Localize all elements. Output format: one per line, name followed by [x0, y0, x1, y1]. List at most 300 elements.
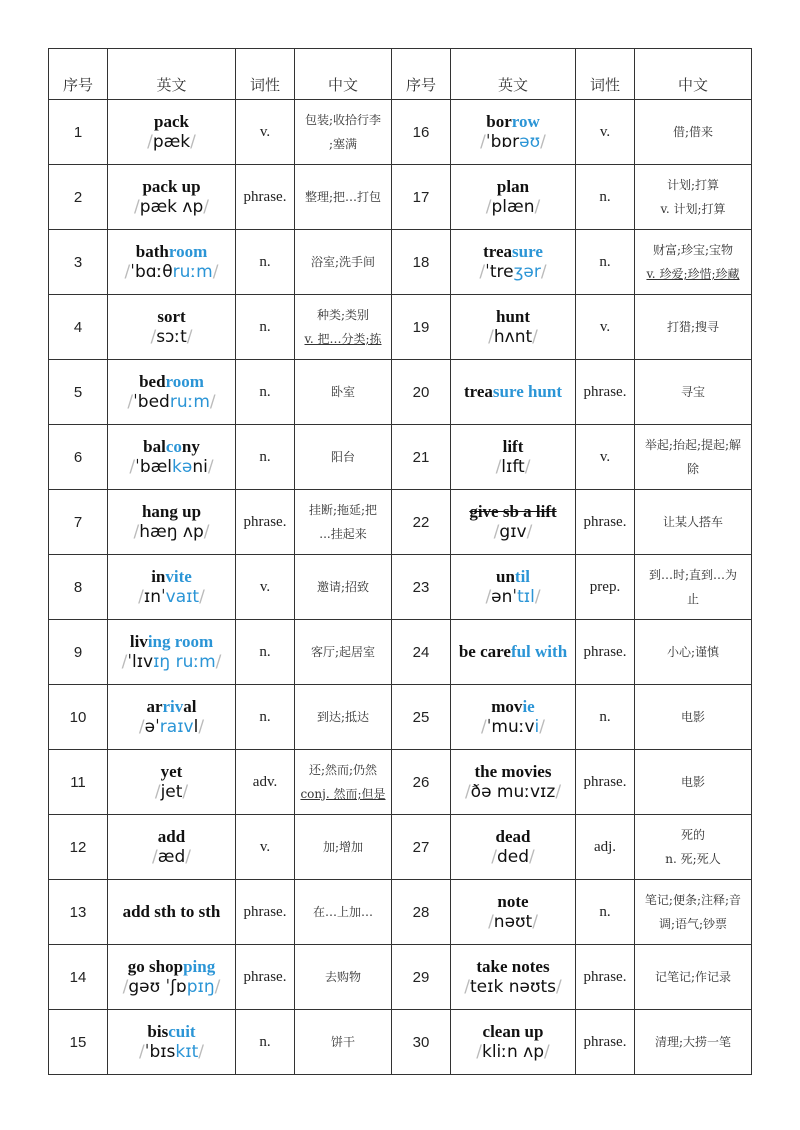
phonetic-part: ruːm	[172, 262, 213, 282]
meaning-line: 挂断;拖延;把	[308, 503, 378, 517]
phonetic-part: vaɪt	[165, 587, 200, 607]
phonetic-part: sɔːt	[156, 327, 187, 347]
entry-phonetic	[453, 262, 573, 282]
entry-phonetic	[453, 977, 573, 997]
meaning-line: 加;增加	[322, 840, 364, 854]
word-part: hunt	[523, 382, 563, 401]
slash-left: /	[133, 522, 140, 542]
meaning-line: 浴室;洗手间	[310, 255, 376, 269]
entry-word	[453, 307, 573, 327]
table-row	[49, 685, 752, 750]
entry-phonetic	[453, 197, 573, 217]
meaning-line: 电影	[680, 710, 705, 724]
word-part: ny	[181, 437, 200, 456]
entry-phonetic	[110, 262, 233, 282]
entry-chinese	[635, 230, 752, 295]
slash-left: /	[493, 522, 500, 542]
entry-english	[451, 165, 576, 230]
phonetic-part: ruːm	[169, 392, 210, 412]
entry-chinese	[295, 100, 392, 165]
entry-english	[451, 750, 576, 815]
word-part: ping	[183, 957, 216, 976]
entry-number: 5	[49, 360, 108, 425]
word-part: plan	[496, 177, 530, 196]
phonetic-part: kɪt	[175, 1042, 199, 1062]
entry-number: 1	[49, 100, 108, 165]
entry-word	[110, 112, 233, 132]
entry-phonetic	[453, 717, 573, 737]
entry-phonetic	[453, 457, 573, 477]
entry-number: 17	[392, 165, 451, 230]
slash-left: /	[122, 977, 129, 997]
entry-number: 18	[392, 230, 451, 295]
entry-chinese	[295, 165, 392, 230]
table-row	[49, 945, 752, 1010]
header-no-left: 序号	[49, 49, 108, 100]
header-pos-right: 词性	[576, 49, 635, 100]
entry-word	[110, 827, 233, 847]
phonetic-part: hæŋ ʌp	[139, 522, 204, 542]
phonetic-part: ded	[496, 847, 530, 867]
entry-chinese	[295, 295, 392, 360]
entry-chinese	[295, 230, 392, 295]
entry-english	[108, 945, 236, 1010]
entry-number: 15	[49, 1010, 108, 1075]
entry-number: 11	[49, 750, 108, 815]
slash-left: /	[464, 782, 471, 802]
entry-english	[451, 360, 576, 425]
table-row	[49, 230, 752, 295]
meaning-line: 清理;大捞一笔	[654, 1035, 732, 1049]
entry-english	[108, 230, 236, 295]
entry-english	[451, 815, 576, 880]
table-row	[49, 100, 752, 165]
entry-chinese	[295, 685, 392, 750]
word-part: sure	[512, 242, 543, 261]
slash-left: /	[485, 587, 492, 607]
entry-chinese	[295, 490, 392, 555]
entry-part-of-speech: n.	[576, 230, 635, 295]
entry-part-of-speech: n.	[576, 880, 635, 945]
phonetic-part: kliːn ʌp	[481, 1042, 545, 1062]
entry-phonetic	[453, 522, 573, 542]
slash-left: /	[150, 327, 157, 347]
meaning-line: 阳台	[330, 450, 355, 464]
slash-left: /	[491, 847, 497, 867]
entry-number: 7	[49, 490, 108, 555]
entry-chinese	[295, 555, 392, 620]
word-part: sure	[492, 382, 524, 401]
meaning-line: 借;借来	[672, 125, 714, 139]
entry-chinese	[635, 555, 752, 620]
entry-chinese	[295, 360, 392, 425]
phonetic-part: nəʊt	[493, 912, 533, 932]
entry-english	[108, 685, 236, 750]
header-row	[49, 49, 752, 100]
entry-number: 20	[392, 360, 451, 425]
entry-part-of-speech: phrase.	[576, 750, 635, 815]
entry-number: 26	[392, 750, 451, 815]
slash-right: /	[198, 717, 205, 737]
entry-part-of-speech: v.	[576, 295, 635, 360]
entry-word	[453, 762, 573, 782]
word-part: in	[151, 567, 166, 586]
entry-english	[108, 360, 236, 425]
slash-right: /	[544, 1042, 550, 1062]
entry-number: 13	[49, 880, 108, 945]
entry-phonetic	[110, 977, 233, 997]
entry-part-of-speech: n.	[236, 685, 295, 750]
entry-english	[451, 230, 576, 295]
entry-chinese	[635, 1010, 752, 1075]
word-part: ing room	[147, 632, 214, 651]
word-part: al	[183, 697, 197, 716]
entry-chinese	[635, 100, 752, 165]
entry-chinese	[635, 750, 752, 815]
table-row	[49, 490, 752, 555]
slash-left: /	[133, 197, 140, 217]
entry-number: 23	[392, 555, 451, 620]
header-pos-left: 词性	[236, 49, 295, 100]
entry-english	[108, 1010, 236, 1075]
slash-right: /	[532, 327, 538, 347]
meaning-line: 寻宝	[680, 385, 705, 399]
entry-number: 2	[49, 165, 108, 230]
entry-word	[453, 382, 573, 402]
entry-chinese	[295, 750, 392, 815]
entry-chinese	[635, 295, 752, 360]
entry-number: 3	[49, 230, 108, 295]
slash-left: /	[129, 457, 136, 477]
entry-part-of-speech: phrase.	[236, 880, 295, 945]
entry-english	[451, 685, 576, 750]
word-part: bath	[135, 242, 169, 261]
entry-word	[453, 502, 573, 522]
slash-left: /	[139, 1042, 145, 1062]
word-part: add	[157, 827, 186, 846]
phonetic-part: ˈbæl	[135, 457, 173, 477]
word-part: bal	[143, 437, 166, 456]
phonetic-part: lɪft	[501, 457, 525, 477]
entry-english	[108, 815, 236, 880]
word-part: row	[511, 112, 540, 131]
slash-right: /	[185, 847, 191, 867]
slash-left: /	[154, 782, 161, 802]
table-row	[49, 425, 752, 490]
entry-word	[453, 177, 573, 197]
entry-word	[110, 632, 233, 652]
entry-phonetic	[110, 782, 233, 802]
entry-part-of-speech: phrase.	[576, 1010, 635, 1075]
word-part: cuit	[168, 1022, 196, 1041]
entry-chinese	[295, 815, 392, 880]
entry-number: 30	[392, 1010, 451, 1075]
entry-number: 6	[49, 425, 108, 490]
header-zh-left: 中文	[295, 49, 392, 100]
entry-english	[451, 295, 576, 360]
phonetic-part: ɪŋ ruːm	[153, 652, 216, 672]
word-part: give sb a lift	[469, 502, 557, 521]
entry-phonetic	[110, 717, 233, 737]
entry-number: 21	[392, 425, 451, 490]
word-part: til	[514, 567, 531, 586]
slash-left: /	[464, 977, 471, 997]
entry-part-of-speech: phrase.	[576, 620, 635, 685]
entry-chinese	[635, 360, 752, 425]
entry-word	[110, 762, 233, 782]
vocab-body	[49, 100, 752, 1075]
entry-word	[453, 642, 573, 662]
entry-word	[110, 307, 233, 327]
entry-phonetic	[110, 392, 233, 412]
word-part: pack	[154, 112, 189, 131]
meaning-line: 卧室	[330, 385, 355, 399]
entry-chinese	[635, 815, 752, 880]
entry-word	[453, 112, 573, 132]
meaning-line: 计划;打算	[666, 178, 720, 192]
entry-chinese	[635, 880, 752, 945]
entry-english	[451, 1010, 576, 1075]
entry-phonetic	[453, 912, 573, 932]
entry-number: 19	[392, 295, 451, 360]
header-no-right: 序号	[392, 49, 451, 100]
entry-word	[453, 827, 573, 847]
entry-word	[110, 957, 233, 977]
entry-number: 29	[392, 945, 451, 1010]
meaning-line: conj. 然而;但是	[300, 787, 386, 801]
entry-phonetic	[453, 327, 573, 347]
slash-right: /	[212, 262, 219, 282]
entry-word	[453, 437, 573, 457]
phonetic-part: gɪv	[499, 522, 527, 542]
table-row	[49, 360, 752, 425]
meaning-line: 让某人搭车	[662, 515, 723, 529]
word-part: lift	[502, 437, 524, 456]
entry-number: 9	[49, 620, 108, 685]
entry-part-of-speech: adv.	[236, 750, 295, 815]
word-part: bed	[139, 372, 166, 391]
meaning-line: 除	[686, 462, 699, 476]
entry-english	[451, 880, 576, 945]
phonetic-part: əˈ	[144, 717, 160, 737]
meaning-line: 笔记;便条;注释;音	[644, 893, 742, 907]
phonetic-part: teɪk nəʊts	[470, 977, 556, 997]
slash-left: /	[480, 132, 486, 152]
entry-chinese	[635, 685, 752, 750]
entry-phonetic	[110, 1042, 233, 1062]
entry-part-of-speech: n.	[576, 685, 635, 750]
word-part: pack up	[142, 177, 201, 196]
entry-english	[451, 425, 576, 490]
entry-number: 14	[49, 945, 108, 1010]
entry-word	[453, 242, 573, 262]
entry-english	[108, 620, 236, 685]
slash-right: /	[529, 847, 535, 867]
header-en-right: 英文	[451, 49, 576, 100]
entry-phonetic	[453, 132, 573, 152]
entry-chinese	[635, 620, 752, 685]
slash-right: /	[534, 197, 541, 217]
entry-part-of-speech: phrase.	[236, 165, 295, 230]
phonetic-part: raɪv	[159, 717, 194, 737]
table-row	[49, 295, 752, 360]
entry-word	[453, 567, 573, 587]
header-en-left: 英文	[108, 49, 236, 100]
entry-part-of-speech: v.	[236, 100, 295, 165]
meaning-line: 到…时;直到…为	[648, 568, 738, 582]
entry-number: 28	[392, 880, 451, 945]
phonetic-part: ənˈ	[491, 587, 518, 607]
entry-part-of-speech: v.	[576, 425, 635, 490]
meaning-line: n. 死;死人	[665, 852, 721, 866]
word-part: riv	[162, 697, 184, 716]
entry-phonetic	[453, 1042, 573, 1062]
word-part: the movies	[474, 762, 552, 781]
table-row	[49, 165, 752, 230]
phonetic-part: ɪnˈ	[143, 587, 166, 607]
phonetic-part: ˈbɪs	[144, 1042, 176, 1062]
phonetic-part: ðə muːvɪz	[470, 782, 556, 802]
slash-right: /	[209, 392, 216, 412]
entry-chinese	[295, 945, 392, 1010]
phonetic-part: ni	[192, 457, 208, 477]
phonetic-part: əʊ	[519, 132, 541, 152]
word-part: take notes	[476, 957, 550, 976]
slash-right: /	[207, 457, 214, 477]
entry-phonetic	[110, 457, 233, 477]
meaning-line: 打猎;搜寻	[666, 320, 720, 334]
vocabulary-table	[48, 48, 752, 1075]
meaning-line: 客厅;起居室	[310, 645, 376, 659]
entry-word	[110, 177, 233, 197]
word-part: trea	[463, 382, 493, 401]
entry-phonetic	[110, 197, 233, 217]
entry-phonetic	[110, 522, 233, 542]
meaning-line: 死的	[680, 828, 705, 842]
meaning-line: 小心;谨慎	[666, 645, 720, 659]
slash-right: /	[215, 652, 222, 672]
slash-left: /	[152, 847, 158, 867]
word-part: hunt	[495, 307, 531, 326]
meaning-line: 记笔记;作记录	[654, 970, 732, 984]
entry-part-of-speech: n.	[236, 230, 295, 295]
entry-word	[110, 567, 233, 587]
word-part: ful with	[510, 642, 568, 661]
phonetic-part: ʒər	[513, 262, 541, 282]
entry-word	[110, 502, 233, 522]
word-part: note	[497, 892, 529, 911]
word-part: go shop	[127, 957, 184, 976]
meaning-line: 调;语气;钞票	[658, 917, 728, 931]
slash-right: /	[526, 522, 533, 542]
entry-part-of-speech: n.	[236, 425, 295, 490]
entry-english	[451, 945, 576, 1010]
entry-part-of-speech: phrase.	[236, 945, 295, 1010]
slash-right: /	[532, 912, 538, 932]
entry-english	[451, 490, 576, 555]
entry-english	[108, 880, 236, 945]
phonetic-part: l	[193, 717, 199, 737]
entry-part-of-speech: v.	[236, 555, 295, 620]
entry-part-of-speech: n.	[236, 1010, 295, 1075]
entry-number: 22	[392, 490, 451, 555]
word-part: co	[165, 437, 182, 456]
meaning-line: 还;然而;仍然	[308, 763, 378, 777]
entry-part-of-speech: adj.	[576, 815, 635, 880]
slash-right: /	[203, 197, 210, 217]
entry-chinese	[295, 880, 392, 945]
entry-word	[110, 1022, 233, 1042]
slash-right: /	[534, 587, 541, 607]
table-row	[49, 750, 752, 815]
meaning-line: 举起;抬起;提起;解	[644, 438, 742, 452]
entry-phonetic	[110, 132, 233, 152]
word-part: room	[165, 372, 204, 391]
word-part: room	[168, 242, 208, 261]
entry-phonetic	[110, 327, 233, 347]
meaning-line: 整理;把…打包	[304, 190, 382, 204]
meaning-line: v. 计划;打算	[660, 202, 726, 216]
entry-english	[108, 165, 236, 230]
slash-left: /	[476, 1042, 482, 1062]
table-row	[49, 555, 752, 620]
entry-chinese	[635, 425, 752, 490]
slash-left: /	[138, 587, 144, 607]
phonetic-part: pæk ʌp	[139, 197, 204, 217]
entry-word	[110, 372, 233, 392]
meaning-line: 邀请;招致	[316, 580, 370, 594]
phonetic-part: pæk	[152, 132, 191, 152]
meaning-line: ;塞满	[328, 137, 358, 151]
entry-phonetic	[110, 587, 233, 607]
entry-number: 24	[392, 620, 451, 685]
phonetic-part: ˈlɪv	[127, 652, 154, 672]
word-part: un	[495, 567, 515, 586]
slash-right: /	[190, 132, 196, 152]
word-part: hang up	[141, 502, 202, 521]
slash-right: /	[199, 587, 205, 607]
phonetic-part: æd	[157, 847, 186, 867]
slash-right: /	[182, 782, 189, 802]
meaning-line: 包装;收拾行李	[304, 113, 382, 127]
phonetic-part: ˈbɒr	[485, 132, 520, 152]
entry-chinese	[295, 620, 392, 685]
entry-phonetic	[110, 652, 233, 672]
phonetic-part: plæn	[491, 197, 535, 217]
entry-english	[451, 555, 576, 620]
entry-chinese	[295, 425, 392, 490]
slash-left: /	[138, 717, 145, 737]
slash-left: /	[495, 457, 502, 477]
word-part: dead	[495, 827, 531, 846]
entry-phonetic	[453, 847, 573, 867]
slash-right: /	[539, 717, 545, 737]
entry-chinese	[635, 165, 752, 230]
slash-left: /	[124, 262, 131, 282]
word-part: vite	[165, 567, 192, 586]
entry-part-of-speech: n.	[236, 295, 295, 360]
phonetic-part: gəʊ ˈʃɒ	[128, 977, 187, 997]
slash-left: /	[481, 717, 487, 737]
header-zh-right: 中文	[635, 49, 752, 100]
entry-phonetic	[110, 847, 233, 867]
table-row	[49, 1010, 752, 1075]
entry-number: 8	[49, 555, 108, 620]
entry-part-of-speech: prep.	[576, 555, 635, 620]
slash-right: /	[540, 132, 546, 152]
entry-part-of-speech: v.	[576, 100, 635, 165]
entry-english	[108, 295, 236, 360]
